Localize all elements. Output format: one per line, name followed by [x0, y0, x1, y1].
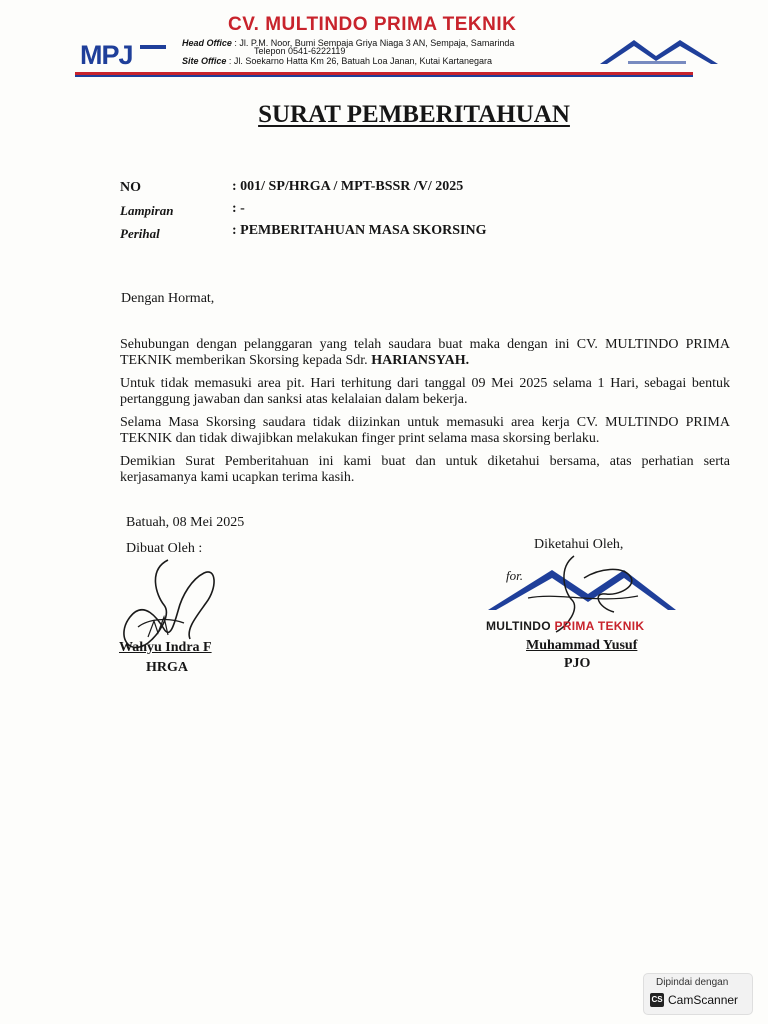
letterhead-divider-blue — [75, 75, 693, 77]
ref-label-number: NO — [120, 180, 141, 195]
site-office-text: : Jl. Soekarno Hatta Km 26, Batuah Loa Janan, Kutai Kartanegara — [228, 56, 493, 66]
signer-left-role: HRGA — [146, 660, 188, 675]
signer-right-role: PJO — [564, 656, 591, 671]
stamp-text-3: TEKNIK — [597, 619, 645, 633]
camscanner-caption: Dipindai dengan — [656, 977, 729, 988]
stamp-text-1: MULTINDO — [486, 619, 551, 633]
ref-value-number: : 001/ SP/HRGA / MPT-BSSR /V/ 2025 — [232, 179, 464, 194]
site-office-label: Site Office — [182, 56, 227, 66]
ref-label-subject: Perihal — [120, 226, 160, 241]
ref-value-attachment: : - — [232, 201, 245, 216]
company-stamp — [486, 619, 644, 633]
paragraph-3: Selama Masa Skorsing saudara tidak diizinkan untuk memasuki area kerja CV. MULTINDO PRIMA TEKNIK dan tidak diwajibkan melakukan finger print selama masa skorsing berlaku. — [120, 415, 730, 446]
company-stamp-graphic — [488, 548, 678, 648]
document-title: SURAT PEMBERITAHUAN — [258, 101, 570, 128]
paragraph-1 — [120, 337, 730, 369]
paragraph-4: Demikian Surat Pemberitahuan ini kami buat dan untuk diketahui bersama, atas perhatian serta kerjasamanya kami ucapkan terima kasih. — [120, 454, 730, 485]
signer-left-name: Wahyu Indra F — [119, 640, 212, 655]
roof-logo — [598, 36, 720, 68]
paragraph-2: Untuk tidak memasuki area pit. Hari terhitung dari tanggal 09 Mei 2025 selama 1 Hari, sebagai bentuk pertanggung jawaban dan sanksi atas kelalaian dalam bekerja. — [120, 376, 730, 407]
head-office-address — [182, 38, 514, 48]
site-office-address — [182, 56, 492, 66]
acknowledged-label: Diketahui Oleh, — [534, 537, 624, 552]
ref-label-attachment: Lampiran — [120, 203, 174, 218]
head-office-label: Head Office — [182, 38, 232, 48]
stamp-text-2: PRIMA — [554, 619, 595, 633]
camscanner-icon: CS — [650, 993, 664, 1007]
employee-name: HARIANSYAH. — [371, 353, 470, 368]
paragraph-1-text: Sehubungan dengan pelanggaran yang telah saudara buat maka dengan ini CV. MULTINDO PRIMA TEKNIK memberikan Skorsing kepada Sdr. — [120, 337, 730, 368]
company-logo — [78, 38, 170, 70]
company-phone: Telepon 0541-6222119 — [254, 46, 346, 56]
made-by-label: Dibuat Oleh : — [126, 541, 203, 556]
company-name: CV. MULTINDO PRIMA TEKNIK — [228, 14, 517, 35]
head-office-text: : Jl. P.M. Noor, Bumi Sempaja Griya Niaga 3 AN, Sempaja, Samarinda — [234, 38, 515, 48]
camscanner-name: CamScanner — [668, 993, 739, 1007]
place-date: Batuah, 08 Mei 2025 — [126, 515, 245, 530]
signer-right-name: Muhammad Yusuf — [526, 638, 638, 653]
ref-value-subject: : PEMBERITAHUAN MASA SKORSING — [232, 223, 487, 238]
signature-prefix: for. — [506, 568, 523, 583]
salutation: Dengan Hormat, — [121, 291, 215, 306]
svg-text:MPJ: MPJ — [80, 40, 133, 70]
